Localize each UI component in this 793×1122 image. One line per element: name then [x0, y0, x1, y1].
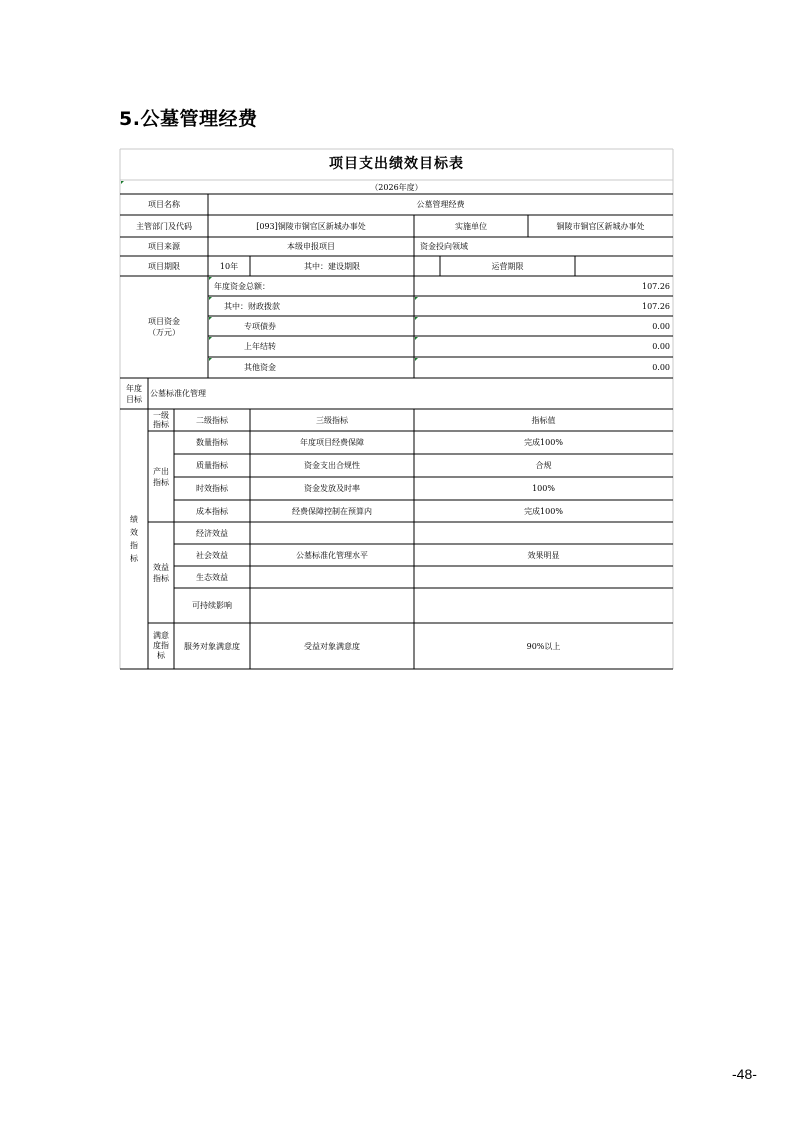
fund-row-value: 0.00 [652, 342, 670, 351]
lvl1-header-text: 一级指标 [153, 411, 169, 429]
page-number: -48- [732, 1066, 757, 1082]
fund-row-value: 107.26 [642, 281, 670, 291]
table-title: 项目支出绩效目标表 [329, 156, 464, 172]
source-value: 本级申报项目 [287, 242, 335, 251]
indicator-value: 90%以上 [526, 641, 561, 651]
performance-table [120, 149, 673, 669]
fund-row-label: 专项债券 [244, 321, 276, 331]
section-heading: 5.公墓管理经费 [119, 108, 258, 130]
indicator-value: 合规 [535, 461, 552, 470]
output-indicators-label [148, 431, 174, 522]
satisfaction-indicators-label [148, 623, 174, 669]
indicator-lvl3: 经费保障控制在预算内 [292, 506, 372, 516]
indicator-lvl2: 生态效益 [196, 572, 228, 582]
fund-row-label: 上年结转 [244, 342, 276, 351]
indicator-value: 完成100% [524, 438, 563, 447]
indicator-lvl3: 资金支出合规性 [304, 461, 360, 470]
cell-marker [209, 297, 212, 300]
satisfaction-indicators-label-text: 满意度指标 [153, 631, 169, 660]
indicator-lvl2: 社会效益 [196, 550, 228, 560]
benefit-indicators-label-text: 效益指标 [153, 562, 169, 583]
fund-row-label: 年度资金总额： [214, 281, 270, 291]
indicator-lvl2: 可持续影响 [192, 601, 232, 610]
dept-label: 主管部门及代码 [136, 221, 192, 231]
fund-row-label: 其他资金 [244, 363, 276, 372]
indicator-value: 效果明显 [527, 550, 560, 560]
project-name-value: 公墓管理经费 [416, 200, 465, 209]
impl-unit-value: 铜陵市铜官区新城办事处 [556, 221, 645, 231]
indicator-lvl3 [250, 566, 414, 588]
period-label: 项目期限 [148, 261, 180, 271]
fund-row-value: 0.00 [652, 321, 670, 331]
indicator-lvl2: 服务对象满意度 [184, 641, 240, 651]
period-value: 10年 [219, 261, 239, 271]
perf-indicators-label-text: 绩效指标 [130, 515, 138, 563]
indicator-lvl2: 时效指标 [196, 484, 228, 493]
indicator-lvl3: 年度项目经费保障 [300, 438, 364, 447]
annual-goal-value: 公墓标准化管理 [150, 389, 206, 398]
source-label: 项目来源 [148, 242, 180, 251]
funds-label [120, 276, 208, 378]
indicator-value [414, 566, 673, 588]
fund-row-value: 0.00 [652, 363, 670, 372]
indicator-lvl3: 公墓标准化管理水平 [296, 550, 368, 560]
table-year: （2026年度） [370, 182, 423, 192]
indicator-lvl3 [250, 522, 414, 544]
project-name-label: 项目名称 [148, 200, 180, 209]
construction-label: 其中：建设期限 [304, 261, 360, 271]
indicator-lvl3 [250, 588, 414, 623]
lvl3-header: 三级指标 [316, 415, 348, 425]
dept-value: [093]铜陵市铜官区新城办事处 [256, 221, 366, 231]
indicator-lvl3: 资金发放及时率 [304, 484, 360, 493]
indicator-value: 完成100% [524, 506, 563, 516]
indicator-value [414, 522, 673, 544]
fund-area-label: 资金投向领域 [420, 242, 468, 251]
lvl1-header [148, 409, 174, 431]
cell-marker [209, 337, 212, 340]
funds-label-text: 项目资金（万元） [148, 317, 180, 337]
fund-row-label: 其中：财政拨款 [224, 301, 280, 311]
cell-marker [209, 317, 212, 320]
benefit-indicators-label [148, 522, 174, 623]
output-indicators-label-text: 产出指标 [153, 466, 169, 487]
annual-goal-label [120, 378, 148, 409]
annual-goal-label-text: 年度目标 [126, 383, 142, 404]
lvl2-header: 二级指标 [196, 415, 228, 425]
indicator-lvl2: 成本指标 [196, 506, 228, 516]
impl-unit-label: 实施单位 [455, 221, 487, 231]
operation-label: 运营期限 [491, 261, 524, 271]
perf-indicators-label [120, 409, 148, 669]
indicator-lvl2: 质量指标 [196, 461, 228, 470]
indicator-lvl3: 受益对象满意度 [304, 641, 360, 651]
indicator-value [414, 588, 673, 623]
indicator-lvl2: 经济效益 [196, 528, 228, 538]
indicator-value: 100% [532, 484, 555, 493]
cell-marker [209, 358, 212, 361]
value-header: 指标值 [531, 415, 556, 425]
indicator-lvl2: 数量指标 [196, 438, 228, 447]
fund-row-value: 107.26 [642, 301, 670, 311]
